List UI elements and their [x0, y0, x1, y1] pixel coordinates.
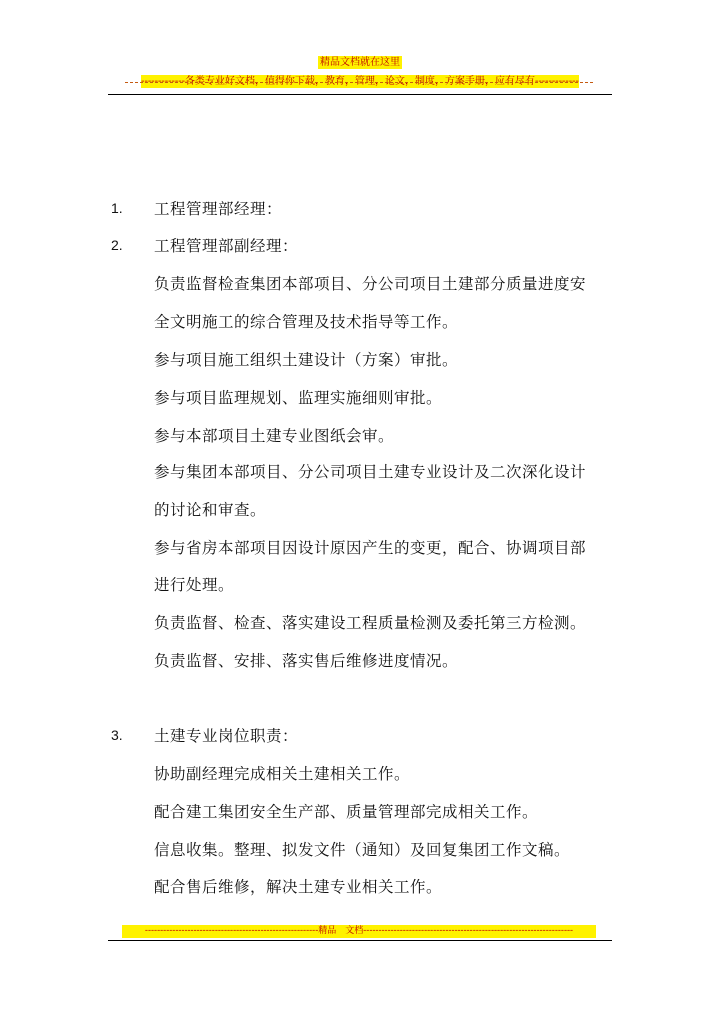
body-line: 参与省房本部项目因设计原因产生的变更，配合、协调项目部	[154, 539, 587, 557]
body-line: 进行处理。	[154, 576, 235, 594]
section-number: 3.	[111, 727, 123, 743]
body-line: 协助副经理完成相关土建相关工作。	[154, 765, 411, 783]
section-heading: 工程管理部经理：	[154, 200, 283, 218]
footer-rule	[108, 940, 612, 941]
header-title: 精品文档就在这里	[320, 57, 400, 68]
body-line: 配合售后维修，解决土建专业相关工作。	[154, 878, 443, 896]
section-number: 2.	[111, 237, 123, 253]
section-heading: 工程管理部副经理：	[154, 237, 299, 255]
body-line: 参与项目监理规划、监理实施细则审批。	[154, 389, 443, 407]
body-line: 参与集团本部项目、分公司项目土建专业设计及二次深化设计	[154, 463, 587, 481]
body-line: 配合建工集团安全生产部、质量管理部完成相关工作。	[154, 803, 539, 821]
section-number: 1.	[111, 200, 123, 216]
header-tagline: -------------各类专业好文档，值得你下载，教育，管理，论文，制度，方案手册，应有尽有-------------	[141, 76, 579, 87]
body-line: 参与本部项目土建专业图纸会审。	[154, 427, 395, 445]
header-dashed-divider	[125, 82, 593, 84]
footer-banner: ---------------------------------------------------------精品 文档---------------------------------------------------------------------	[122, 925, 596, 938]
body-line: 参与项目施工组织土建设计（方案）审批。	[154, 351, 459, 369]
section-heading: 土建专业岗位职责：	[154, 727, 299, 745]
body-line: 负责监督检查集团本部项目、分公司项目土建部分质量进度安	[154, 275, 587, 293]
header-rule	[108, 94, 612, 95]
body-line: 信息收集。整理、拟发文件（通知）及回复集团工作文稿。	[154, 841, 571, 859]
body-line: 的讨论和审查。	[154, 501, 267, 519]
body-line: 负责监督、检查、落实建设工程质量检测及委托第三方检测。	[154, 614, 587, 632]
body-line: 全文明施工的综合管理及技术指导等工作。	[154, 313, 459, 331]
body-line: 负责监督、安排、落实售后维修进度情况。	[154, 652, 459, 670]
